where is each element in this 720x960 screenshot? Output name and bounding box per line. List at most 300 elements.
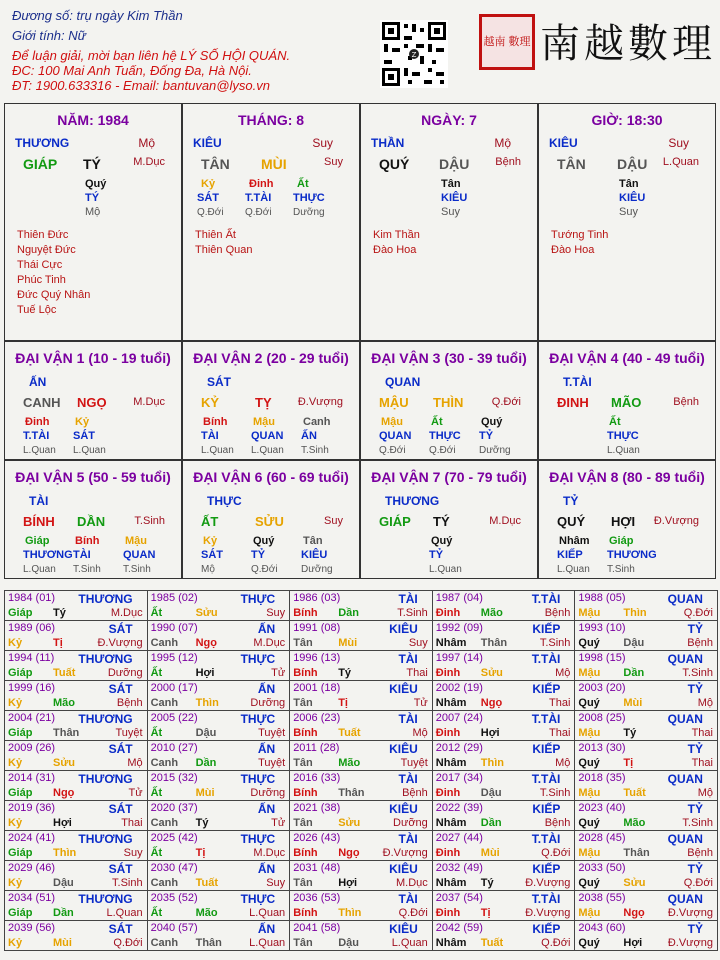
dv-hidden-stem: Tân	[303, 535, 323, 547]
dai-van-stem: BÍNH	[23, 514, 55, 529]
year-cell[interactable]	[574, 770, 718, 801]
dv-hidden-ten-god: KIÊU	[301, 549, 328, 561]
year-cell[interactable]	[147, 800, 291, 831]
year-stem: Đinh	[435, 787, 461, 799]
dai-van-stem: KỶ	[201, 395, 220, 410]
header-address: ĐC: 100 Mai Anh Tuấn, Đống Đa, Hà Nội.	[12, 63, 252, 78]
dv-hidden-stage: T.Sinh	[73, 564, 101, 575]
year-stem: Nhâm	[435, 817, 467, 829]
special-star: Đào Hoa	[373, 244, 417, 256]
year-cell[interactable]	[4, 590, 148, 621]
hidden-stem-item: KIÊU	[441, 192, 468, 204]
year-cell[interactable]	[4, 620, 148, 651]
year-stem: Kỷ	[8, 817, 23, 829]
year-cell[interactable]	[289, 680, 433, 711]
year-ten-god: ẤN	[257, 742, 276, 756]
year-cell[interactable]	[147, 620, 291, 651]
year-ten-god: T.TÀI	[531, 652, 561, 666]
hidden-stem: Đinh	[249, 178, 274, 190]
year-ten-god: TỶ	[687, 922, 703, 936]
year-stage: Thai	[691, 757, 713, 769]
year-stage: T.Sinh	[682, 667, 713, 679]
year-label: 2032 (49)	[435, 862, 483, 874]
year-cell[interactable]	[4, 860, 148, 891]
dv-hidden-stage: T.Sinh	[123, 564, 151, 575]
year-ten-god: QUAN	[667, 772, 703, 786]
year-stage: Suy	[266, 877, 286, 889]
dv-hidden-stem: Bính	[75, 535, 100, 547]
year-ten-god: T.TÀI	[531, 892, 561, 906]
year-cell[interactable]	[289, 830, 433, 861]
year-branch: Mão	[338, 757, 361, 769]
pillar-ten-god: THƯƠNG	[15, 136, 70, 150]
year-cell[interactable]	[432, 740, 576, 771]
dv-hidden-ten-god: SÁT	[73, 430, 95, 442]
dv-hidden-stage: L.Quan	[557, 564, 590, 575]
special-star: Tuế Lộc	[17, 304, 57, 316]
year-branch: Tý	[338, 667, 352, 679]
pillar-stage: Bệnh	[495, 156, 521, 168]
year-stage: Dưỡng	[107, 667, 143, 679]
year-branch: Mùi	[195, 787, 215, 799]
dai-van-stem: GIÁP	[379, 514, 411, 529]
dai-van-branch: SỬU	[255, 514, 284, 529]
dai-van-branch: TỴ	[255, 395, 272, 410]
dai-van-box	[360, 460, 538, 579]
year-label: 2030 (47)	[150, 862, 198, 874]
year-ten-god: ẤN	[257, 862, 276, 876]
year-cell[interactable]	[4, 740, 148, 771]
dv-hidden-stage: L.Quan	[23, 564, 56, 575]
pillar-branch: MÙI	[261, 156, 287, 172]
year-stem: Tân	[293, 937, 313, 949]
year-stage: Thai	[121, 817, 143, 829]
year-cell[interactable]	[432, 650, 576, 681]
year-ten-god: KIẾP	[532, 622, 561, 636]
svg-text:Z: Z	[411, 51, 417, 59]
year-label: 2035 (52)	[150, 892, 198, 904]
dv-hidden-stem: Ất	[609, 416, 621, 428]
dv-hidden-stem: Đinh	[25, 416, 50, 428]
year-branch: Sửu	[53, 757, 76, 769]
hidden-stem-item: Tân	[441, 178, 461, 190]
dv-hidden-stage: Q.Đới	[251, 564, 278, 575]
year-stage: T.Sinh	[539, 787, 571, 799]
year-label: 2039 (56)	[8, 922, 56, 934]
year-stage: Đ.Vượng	[525, 907, 571, 919]
year-branch: Mùi	[623, 697, 643, 709]
year-stem: Giáp	[8, 667, 33, 679]
year-branch: Dần	[53, 907, 74, 919]
dv-hidden-ten-god: TÀI	[73, 549, 91, 561]
year-label: 1989 (06)	[8, 622, 56, 634]
dai-van-branch: NGỌ	[77, 395, 107, 410]
pillar-box	[182, 103, 360, 341]
year-cell[interactable]	[432, 710, 576, 741]
year-cell[interactable]	[289, 800, 433, 831]
year-stem: Đinh	[435, 907, 461, 919]
year-cell[interactable]	[432, 620, 576, 651]
year-ten-god: THỰC	[240, 892, 276, 906]
header-contact: Để luận giải, mời bạn liên hệ LÝ SỐ HỘI QUÁN.	[12, 48, 291, 63]
dai-van-stage: M.Dục	[133, 396, 165, 408]
year-ten-god: TÀI	[398, 892, 418, 906]
special-star: Thái Cực	[17, 259, 63, 271]
year-cell[interactable]	[574, 920, 718, 951]
dai-van-ten-god: TỶ	[563, 494, 579, 508]
year-cell[interactable]	[432, 680, 576, 711]
seal-text: 越南 數理	[483, 35, 531, 48]
year-cell[interactable]	[289, 620, 433, 651]
year-label: 2009 (26)	[8, 742, 56, 754]
year-branch: Tý	[195, 817, 209, 829]
year-stem: Tân	[293, 877, 313, 889]
year-stem: Bính	[293, 787, 318, 799]
dai-van-ten-god: QUAN	[385, 375, 421, 389]
year-stage: Đ.Vượng	[382, 847, 428, 859]
year-ten-god: THỰC	[240, 772, 276, 786]
year-stem: Canh	[150, 937, 179, 949]
year-label: 2043 (60)	[578, 922, 626, 934]
year-branch: Mão	[623, 817, 646, 829]
year-cell[interactable]	[432, 830, 576, 861]
hidden-stem-item: Tân	[619, 178, 639, 190]
year-stage: Suy	[123, 847, 143, 859]
pillar-title: NGÀY: 7	[421, 112, 477, 128]
year-cell[interactable]	[289, 650, 433, 681]
year-label: 2001 (18)	[293, 682, 341, 694]
header-gender: Giới tính: Nữ	[12, 28, 86, 43]
qr-code-icon[interactable]	[380, 20, 448, 88]
year-cell[interactable]	[147, 650, 291, 681]
year-cell[interactable]	[432, 860, 576, 891]
year-label: 2038 (55)	[578, 892, 626, 904]
year-stem: Bính	[293, 607, 318, 619]
year-branch: Thân	[195, 937, 222, 949]
year-ten-god: TÀI	[398, 592, 418, 606]
year-branch: Tị	[480, 907, 491, 919]
year-label: 2016 (33)	[293, 772, 341, 784]
year-cell[interactable]	[574, 890, 718, 921]
special-star: Thiên Đức	[17, 229, 69, 241]
seal-logo	[479, 14, 535, 70]
year-cell[interactable]	[574, 620, 718, 651]
year-cell[interactable]	[147, 920, 291, 951]
year-ten-god: SÁT	[108, 862, 133, 876]
dai-van-stem: ĐINH	[557, 395, 589, 410]
year-cell[interactable]	[289, 740, 433, 771]
year-cell[interactable]	[289, 890, 433, 921]
year-label: 2022 (39)	[435, 802, 483, 814]
dai-van-stem: QUÝ	[557, 514, 586, 529]
year-stage: Dưỡng	[250, 787, 286, 799]
year-label: 1986 (03)	[293, 592, 341, 604]
dv-hidden-ten-god: QUAN	[251, 430, 284, 442]
special-star: Nguyệt Đức	[17, 244, 76, 256]
dai-van-title: ĐẠI VẬN 6 (60 - 69 tuổi)	[193, 469, 349, 485]
year-stage: T.Sinh	[397, 607, 428, 619]
year-cell[interactable]	[574, 710, 718, 741]
dv-hidden-stem: Quý	[481, 416, 503, 428]
dai-van-stage: Đ.Vượng	[297, 396, 343, 408]
year-ten-god: ẤN	[257, 802, 276, 816]
pillar-stem: GIÁP	[23, 156, 58, 172]
year-label: 1991 (08)	[293, 622, 341, 634]
year-stage: Tuyệt	[258, 757, 286, 769]
year-ten-god: KIÊU	[389, 742, 418, 756]
year-cell[interactable]	[147, 740, 291, 771]
year-stage: M.Dục	[110, 607, 143, 619]
dv-hidden-stage: L.Quan	[429, 564, 462, 575]
year-stage: Mộ	[555, 757, 571, 769]
year-stage: Tử	[413, 697, 428, 709]
year-stage: Tuyệt	[258, 727, 286, 739]
year-stem: Kỷ	[8, 637, 23, 649]
year-label: 1993 (10)	[578, 622, 626, 634]
year-label: 2011 (28)	[293, 742, 340, 754]
dai-van-ten-god: ẤN	[29, 375, 47, 389]
year-label: 2026 (43)	[293, 832, 341, 844]
year-stage: Tử	[271, 817, 286, 829]
dai-van-stage: M.Dục	[489, 515, 521, 527]
year-cell[interactable]	[574, 590, 718, 621]
year-stage: Q.Đới	[541, 937, 571, 949]
dv-hidden-stage: L.Quan	[251, 445, 284, 456]
year-label: 1996 (13)	[293, 652, 341, 664]
dv-hidden-ten-god: THỰC	[607, 430, 639, 442]
year-stem: Đinh	[435, 727, 461, 739]
year-cell[interactable]	[147, 680, 291, 711]
year-stem: Canh	[150, 817, 179, 829]
year-cell[interactable]	[574, 800, 718, 831]
dai-van-stem: CANH	[23, 395, 61, 410]
year-stem: Mậu	[578, 907, 601, 919]
year-cell[interactable]	[574, 860, 718, 891]
year-cell[interactable]	[147, 830, 291, 861]
dv-hidden-stem: Giáp	[25, 535, 50, 547]
pillar-branch: TÝ	[83, 156, 101, 172]
year-branch: Tuất	[623, 787, 646, 799]
year-ten-god: KIÊU	[389, 622, 418, 636]
dv-hidden-stem: Mậu	[125, 535, 147, 547]
year-ten-god: QUAN	[667, 712, 703, 726]
year-cell[interactable]	[574, 830, 718, 861]
year-stage: Đ.Vượng	[97, 637, 143, 649]
year-branch: Sửu	[623, 877, 646, 889]
year-cell[interactable]	[432, 890, 576, 921]
year-branch: Hợi	[338, 877, 358, 889]
dv-hidden-stem: Quý	[253, 535, 275, 547]
dai-van-stage: Đ.Vượng	[653, 515, 699, 527]
year-stage: Bệnh	[116, 697, 143, 709]
year-stem: Ất	[150, 907, 163, 919]
dv-hidden-ten-god: QUAN	[379, 430, 412, 442]
year-cell[interactable]	[4, 830, 148, 861]
year-stage: Mộ	[127, 757, 143, 769]
year-branch: Dần	[623, 667, 645, 679]
year-ten-god: KIÊU	[389, 802, 418, 816]
year-ten-god: SÁT	[108, 682, 133, 696]
year-cell[interactable]	[4, 800, 148, 831]
year-branch: Hợi	[195, 667, 215, 679]
year-branch: Tị	[623, 757, 634, 769]
year-cell[interactable]	[432, 920, 576, 951]
year-ten-god: ẤN	[257, 922, 276, 936]
year-stage: T.Sinh	[112, 877, 143, 889]
year-cell[interactable]	[432, 800, 576, 831]
year-label: 2003 (20)	[578, 682, 626, 694]
year-ten-god: TỶ	[687, 622, 703, 636]
year-cell[interactable]	[4, 890, 148, 921]
year-cell[interactable]	[4, 770, 148, 801]
year-stem: Ất	[150, 607, 163, 619]
pillar-stem: TÂN	[201, 156, 230, 172]
year-cell[interactable]	[574, 680, 718, 711]
year-stage: L.Quan	[249, 937, 286, 949]
year-cell[interactable]	[289, 590, 433, 621]
year-branch: Ngọ	[195, 637, 217, 649]
year-branch: Tuất	[195, 877, 218, 889]
dv-hidden-stem: Giáp	[609, 535, 634, 547]
year-cell[interactable]	[432, 770, 576, 801]
hidden-stem-item: TÝ	[85, 192, 100, 204]
year-label: 1985 (02)	[150, 592, 198, 604]
year-branch: Thìn	[480, 757, 505, 769]
year-cell[interactable]	[4, 920, 148, 951]
year-cell[interactable]	[289, 710, 433, 741]
year-label: 2008 (25)	[578, 712, 626, 724]
dai-van-title: ĐẠI VẬN 5 (50 - 59 tuổi)	[15, 469, 171, 485]
year-cell[interactable]	[147, 890, 291, 921]
pillar-ten-god: THẦN	[371, 136, 405, 150]
year-ten-god: T.TÀI	[531, 712, 561, 726]
year-cell[interactable]	[4, 710, 148, 741]
year-branch: Dần	[338, 607, 359, 619]
year-branch: Tý	[480, 877, 494, 889]
year-branch: Tý	[623, 727, 637, 739]
year-label: 2028 (45)	[578, 832, 626, 844]
year-stem: Canh	[150, 637, 179, 649]
year-branch: Thân	[480, 637, 508, 649]
dv-hidden-stage: T.Sinh	[607, 564, 635, 575]
dv-hidden-stage: Q.Đới	[379, 445, 406, 456]
year-label: 1999 (16)	[8, 682, 56, 694]
dai-van-branch: HỢI	[611, 514, 636, 529]
year-cell[interactable]	[147, 590, 291, 621]
year-label: 2040 (57)	[150, 922, 198, 934]
year-cell[interactable]	[4, 680, 148, 711]
year-branch: Sửu	[338, 817, 361, 829]
year-ten-god: KIÊU	[389, 922, 418, 936]
year-label: 1997 (14)	[435, 652, 483, 664]
year-cell[interactable]	[289, 860, 433, 891]
year-cell[interactable]	[574, 650, 718, 681]
year-stem: Giáp	[8, 787, 33, 799]
dai-van-branch: MÃO	[611, 395, 642, 410]
year-stage: Mộ	[697, 697, 713, 709]
year-stage: Thai	[406, 667, 428, 679]
dv-hidden-stage: Dưỡng	[479, 445, 511, 456]
year-ten-god: ẤN	[257, 622, 276, 636]
year-stem: Nhâm	[435, 937, 467, 949]
year-stem: Quý	[578, 637, 600, 649]
year-cell[interactable]	[289, 920, 433, 951]
year-stem: Nhâm	[435, 877, 467, 889]
year-cell[interactable]	[289, 770, 433, 801]
year-branch: Mùi	[338, 637, 358, 649]
year-label: 2006 (23)	[293, 712, 341, 724]
year-stage: L.Quan	[106, 907, 143, 919]
year-stage: Tử	[128, 787, 143, 799]
year-branch: Tị	[338, 697, 348, 709]
year-branch: Thân	[53, 727, 80, 739]
dai-van-ten-god: SÁT	[207, 375, 231, 389]
year-stem: Quý	[578, 877, 600, 889]
year-stem: Kỷ	[8, 877, 23, 889]
dv-hidden-stage: L.Quan	[201, 445, 234, 456]
dai-van-branch: DẦN	[77, 514, 106, 529]
pillar-box	[360, 103, 538, 341]
year-ten-god: THƯƠNG	[78, 712, 133, 726]
year-stem: Đinh	[435, 667, 461, 679]
dai-van-branch: TÝ	[433, 514, 450, 529]
year-cell[interactable]	[147, 710, 291, 741]
year-label: 2010 (27)	[150, 742, 198, 754]
special-star: Đức Quý Nhân	[17, 289, 91, 301]
dai-van-box	[4, 460, 182, 579]
year-branch: Mão	[480, 607, 503, 619]
year-label: 2004 (21)	[8, 712, 56, 724]
year-stage: Bệnh	[544, 607, 571, 619]
year-stage: Bệnh	[687, 847, 713, 859]
dai-van-title: ĐẠI VẬN 3 (30 - 39 tuổi)	[371, 350, 527, 366]
year-cell[interactable]	[4, 650, 148, 681]
year-stem: Giáp	[8, 727, 33, 739]
dai-van-stem: MẬU	[379, 395, 409, 410]
dv-hidden-stage: T.Sinh	[301, 445, 329, 456]
year-ten-god: TÀI	[398, 712, 418, 726]
dai-van-ten-god: TÀI	[29, 494, 49, 508]
dv-hidden-ten-god: KIẾP	[557, 549, 583, 561]
year-stage: Thai	[548, 727, 571, 739]
brand-logo: 南越數理	[540, 21, 716, 67]
year-stage: L.Quan	[391, 937, 428, 949]
year-stage: Thai	[691, 727, 713, 739]
year-cell[interactable]	[574, 740, 718, 771]
year-cell[interactable]	[147, 860, 291, 891]
special-star: Tướng Tinh	[551, 229, 609, 241]
pillar-stem: TÂN	[557, 156, 586, 172]
year-cell[interactable]	[147, 770, 291, 801]
year-stage: Mộ	[555, 667, 571, 679]
hidden-stem-item: Suy	[441, 206, 460, 218]
year-stage: Tử	[271, 667, 286, 679]
year-label: 2021 (38)	[293, 802, 341, 814]
year-stem: Bính	[293, 667, 318, 679]
year-label: 2034 (51)	[8, 892, 56, 904]
year-stem: Tân	[293, 757, 313, 769]
dv-hidden-ten-god: T.TÀI	[23, 430, 50, 442]
year-cell[interactable]	[432, 590, 576, 621]
year-ten-god: QUAN	[667, 652, 703, 666]
year-stem: Quý	[578, 937, 600, 949]
year-label: 2020 (37)	[150, 802, 198, 814]
year-label: 2017 (34)	[435, 772, 483, 784]
year-label: 2018 (35)	[578, 772, 626, 784]
year-branch: Tị	[195, 847, 206, 859]
year-ten-god: THƯƠNG	[78, 892, 133, 906]
special-star: Kim Thần	[373, 229, 420, 241]
